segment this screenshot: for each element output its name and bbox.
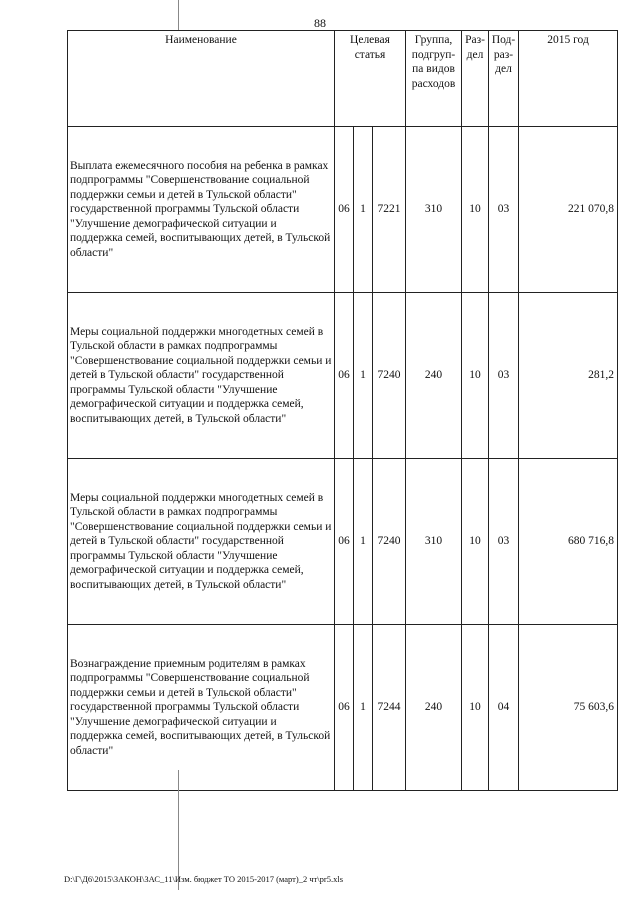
page-number: 88 — [314, 16, 326, 30]
row-group: 310 — [406, 127, 462, 293]
row-subsection: 03 — [489, 293, 519, 459]
row-ks3: 7244 — [373, 625, 406, 791]
row-ks1: 06 — [335, 459, 354, 625]
row-name: Меры социальной поддержки многодетных семей в Тульской области в рамках подпрограммы "Совершенствование социальной поддержки семьи и детей в Тульской области" государственной программы Тульской области "Улучшение демографической ситуации и поддержка семей, воспитывающих детей, в Тульской области" — [68, 459, 335, 625]
table-header-row — [68, 31, 618, 127]
row-ks1: 06 — [335, 625, 354, 791]
table-row — [68, 293, 618, 459]
row-ks2: 1 — [354, 459, 373, 625]
row-section: 10 — [462, 293, 489, 459]
header-subsection: Под-раз-дел — [489, 31, 519, 127]
binding-margin-line — [178, 0, 179, 30]
row-name: Выплата ежемесячного пособия на ребенка в рамках подпрограммы "Совершенствование социальной поддержки семьи и детей в Тульской области" государственной программы Тульской области "Улучшение демографической ситуации и поддержка семей, воспитывающих детей, в Тульской области" — [68, 127, 335, 293]
row-group: 240 — [406, 293, 462, 459]
row-amount: 221 070,8 — [519, 127, 618, 293]
header-group: Группа, подгруп-па видов расходов — [406, 31, 462, 127]
row-group: 310 — [406, 459, 462, 625]
row-ks2: 1 — [354, 127, 373, 293]
row-ks1: 06 — [335, 127, 354, 293]
row-ks3: 7221 — [373, 127, 406, 293]
row-section: 10 — [462, 459, 489, 625]
budget-table — [67, 30, 618, 791]
row-section: 10 — [462, 625, 489, 791]
header-section: Раз-дел — [462, 31, 489, 127]
row-ks1: 06 — [335, 293, 354, 459]
header-target-article: Целевая статья — [335, 31, 406, 127]
row-group: 240 — [406, 625, 462, 791]
row-name: Меры социальной поддержки многодетных семей в Тульской области в рамках подпрограммы "Совершенствование социальной поддержки семьи и детей в Тульской области" государственной программы Тульской области "Улучшение демографической ситуации и поддержка семей, воспитывающих детей, в Тульской области" — [68, 293, 335, 459]
row-amount: 680 716,8 — [519, 459, 618, 625]
row-ks3: 7240 — [373, 459, 406, 625]
row-section: 10 — [462, 127, 489, 293]
row-subsection: 03 — [489, 127, 519, 293]
header-year: 2015 год — [519, 31, 618, 127]
row-ks2: 1 — [354, 293, 373, 459]
row-amount: 281,2 — [519, 293, 618, 459]
table-row — [68, 127, 618, 293]
footer-file-path: D:\Г\Д6\2015\ЗАКОН\ЗАС_11\Изм. бюджет ТО 2015-2017 (март)_2 чт\pr5.xls — [64, 874, 344, 884]
row-amount: 75 603,6 — [519, 625, 618, 791]
binding-margin-line — [178, 770, 179, 890]
row-ks2: 1 — [354, 625, 373, 791]
header-name: Наименование — [68, 31, 335, 127]
table-row — [68, 459, 618, 625]
row-ks3: 7240 — [373, 293, 406, 459]
row-subsection: 03 — [489, 459, 519, 625]
row-name: Вознаграждение приемным родителям в рамках подпрограммы "Совершенствование социальной поддержки семьи и детей в Тульской области" государственной программы Тульской области "Улучшение демографической ситуации и поддержка семей, воспитывающих детей, в Тульской области" — [68, 625, 335, 791]
table-row — [68, 625, 618, 791]
row-subsection: 04 — [489, 625, 519, 791]
